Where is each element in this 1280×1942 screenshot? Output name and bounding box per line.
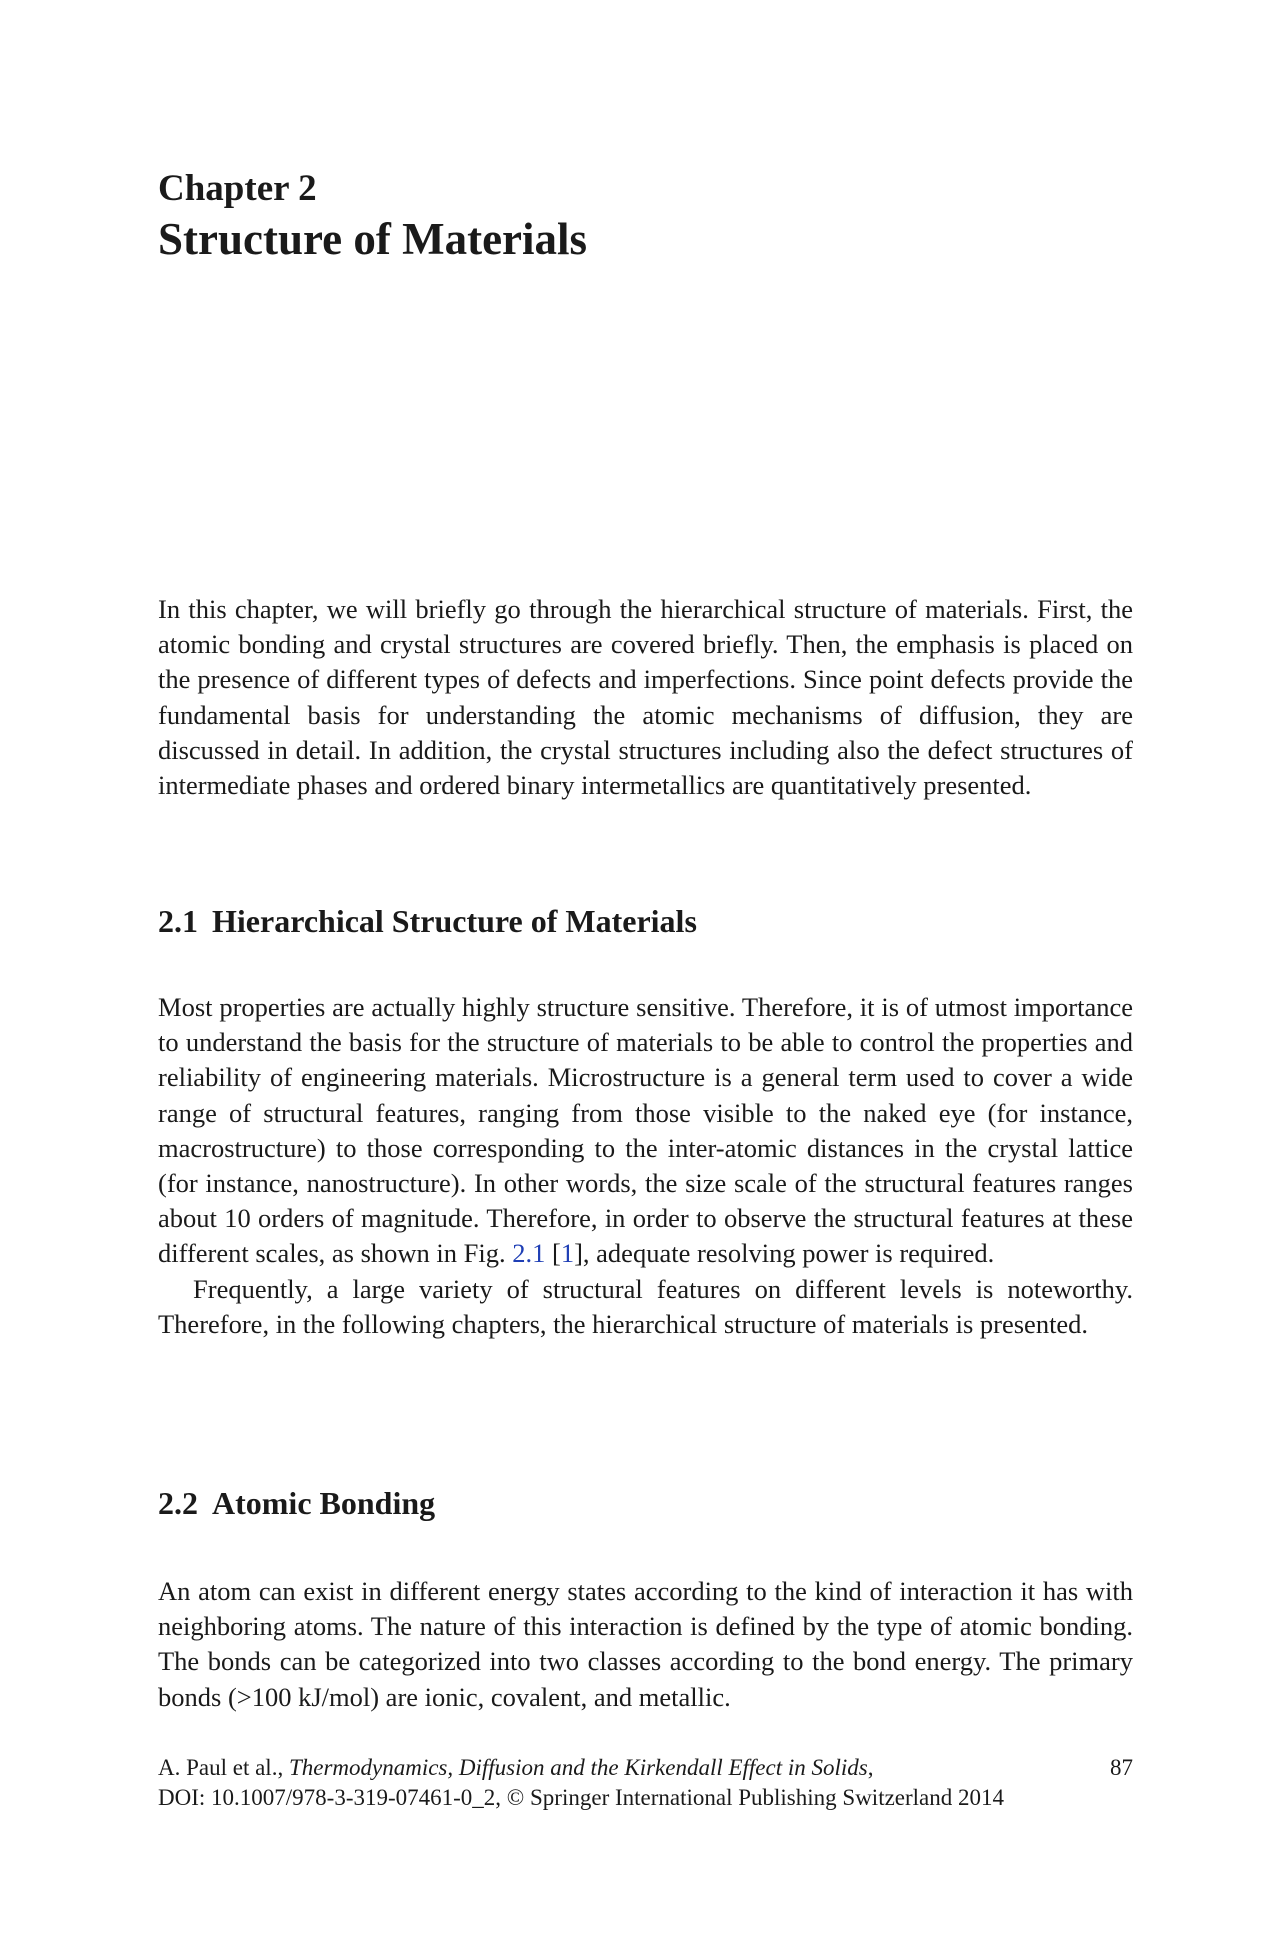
section-number: 2.1 bbox=[158, 903, 198, 939]
doi-line: DOI: 10.1007/978-3-319-07461-0_2, © Springer International Publishing Switzerland 2014 bbox=[158, 1785, 1005, 1810]
abstract-paragraph: In this chapter, we will briefly go through the hierarchical structure of materials. First, the atomic bonding and crystal structures are covered briefly. Then, the emphasis is placed on the presence of different types of defects and imperfections. Since point defects provide the fundamental basis for understanding the atomic mechanisms of diffusion, they are discussed in detail. In addition, the crystal structures including also the defect structures of intermediate phases and ordered binary intermetallics are quantitatively presented. bbox=[158, 594, 1133, 801]
page-number: 87 bbox=[1110, 1755, 1133, 1780]
citation-reference-link[interactable]: 1 bbox=[560, 1238, 575, 1269]
chapter-abstract bbox=[158, 592, 1133, 803]
section-heading-2-2 bbox=[158, 1484, 435, 1522]
figure-reference-link[interactable]: 2.1 bbox=[512, 1238, 546, 1269]
citation-line bbox=[158, 1753, 1133, 1783]
section-number: 2.2 bbox=[158, 1485, 198, 1521]
body-paragraph bbox=[158, 990, 1133, 1272]
section-title: Atomic Bonding bbox=[212, 1485, 436, 1521]
chapter-title: Structure of Materials bbox=[158, 214, 588, 264]
section-title: Hierarchical Structure of Materials bbox=[212, 903, 697, 939]
body-paragraph: Frequently, a large variety of structural features on different levels is noteworthy. Therefore, in the following chapters, the hierarchical structure of materials is presented. bbox=[158, 1273, 1133, 1339]
book-title: Thermodynamics, Diffusion and the Kirkendall Effect in Solids bbox=[288, 1755, 868, 1780]
section-heading-2-1 bbox=[158, 902, 697, 940]
section-2-2-body bbox=[158, 1574, 1133, 1715]
page-footer bbox=[158, 1753, 1133, 1813]
section-2-1-body bbox=[158, 990, 1133, 1342]
body-paragraph: An atom can exist in different energy states according to the kind of interaction it has with neighboring atoms. The nature of this interaction is defined by the type of atomic bonding. The bonds can be categorized into two classes according to the bond energy. The primary bonds (>100 kJ/mol) are ionic, covalent, and metallic. bbox=[158, 1576, 1133, 1712]
paragraph-text: ], adequate resolving power is required. bbox=[574, 1238, 995, 1269]
book-citation bbox=[158, 1753, 874, 1783]
paragraph-text: Most properties are actually highly structure sensitive. Therefore, it is of utmost importance to understand the basis for the structure of materials to be able to control the properties and reliability of engineering materials. Microstructure is a general term used to cover a wide range of structural features, ranging from those visible to the naked eye (for instance, macrostructure) to those corresponding to the inter-atomic distances in the crystal lattice (for instance, nanostructure). In other words, the size scale of the structural features ranges about 10 orders of magnitude. Therefore, in order to observe the structural features at these different scales, as shown in Fig. bbox=[158, 992, 1133, 1269]
chapter-label: Chapter 2 bbox=[158, 168, 317, 209]
comma: , bbox=[867, 1755, 874, 1780]
bracket-open: [ bbox=[545, 1238, 561, 1269]
authors: A. Paul et al., bbox=[158, 1755, 289, 1780]
